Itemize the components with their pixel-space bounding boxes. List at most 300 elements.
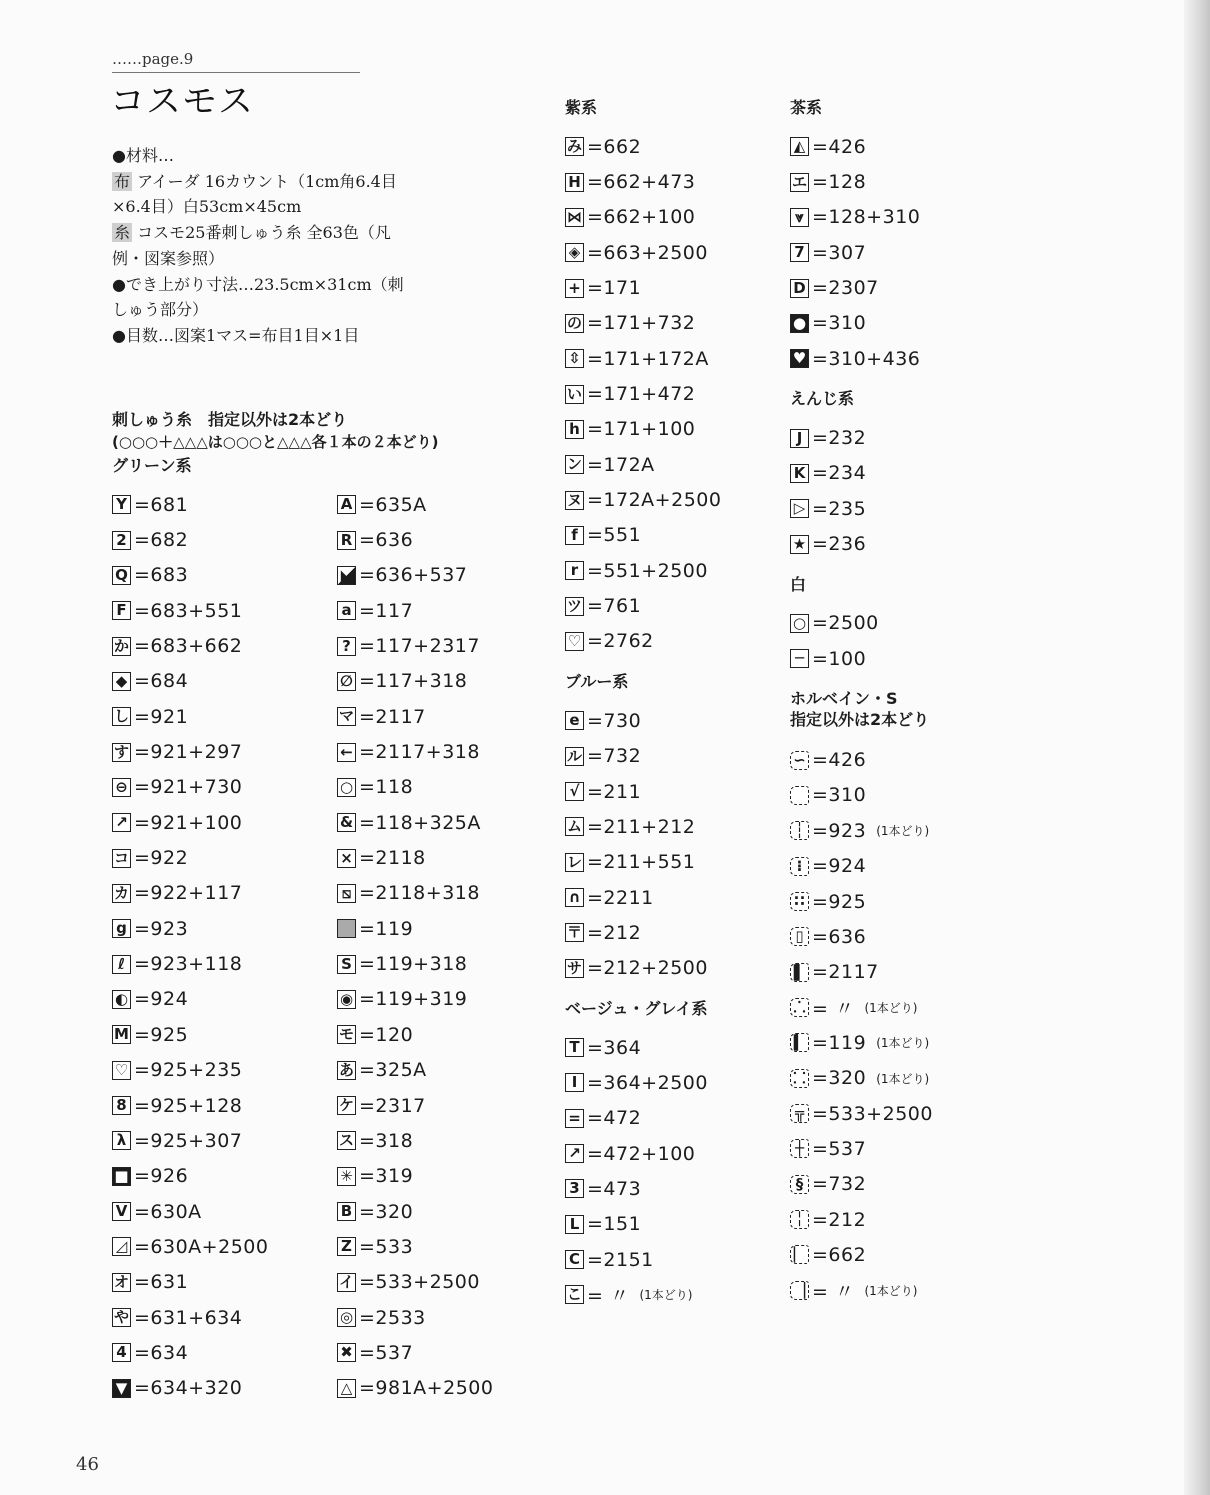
legend-symbol: + <box>565 279 584 298</box>
legend-symbol: ▕ <box>790 1281 809 1300</box>
legend-symbol: H <box>565 173 584 192</box>
legend-item <box>790 641 990 676</box>
legend-symbol: 8 <box>112 1096 131 1115</box>
legend-value: =636 <box>812 925 867 948</box>
legend-value: =100 <box>812 647 867 670</box>
legend-value: =681 <box>134 493 189 516</box>
legend-item <box>337 1088 557 1123</box>
legend-value: =683+551 <box>134 599 243 622</box>
legend-symbol: 〒 <box>566 923 582 942</box>
legend-symbol: ? <box>337 637 356 656</box>
legend-value: =171+172A <box>587 347 709 370</box>
legend-value: =662 <box>587 135 642 158</box>
legend-value: =663+2500 <box>587 241 708 264</box>
legend-item <box>112 770 332 805</box>
legend-value: =922+117 <box>134 882 243 905</box>
enji-list <box>790 420 990 561</box>
legend-value: =172A+2500 <box>587 489 722 512</box>
legend-value: =310+436 <box>812 347 921 370</box>
legend-value: =171+732 <box>587 312 696 335</box>
legend-item <box>565 129 785 164</box>
legend-symbol: ∷ <box>790 892 809 911</box>
legend-item <box>790 526 990 561</box>
legend-value: =923 <box>134 917 189 940</box>
legend-symbol: し <box>113 707 129 726</box>
legend-item <box>790 606 990 641</box>
legend-value: =319 <box>359 1165 414 1188</box>
legend-item <box>565 588 785 623</box>
legend-symbol: ⋈ <box>567 207 582 226</box>
legend-symbol: い <box>566 384 582 403</box>
stitch-count: ●目数…図案1マス=布目1目×1目 <box>112 325 360 345</box>
legend-item <box>565 624 785 659</box>
legend-value: =925+235 <box>134 1059 243 1082</box>
legend-value: =630A+2500 <box>134 1235 269 1258</box>
legend-value: = 〃 <box>812 998 855 1021</box>
legend-value: =364+2500 <box>587 1071 708 1094</box>
legend-symbol: ▍ <box>790 1033 809 1052</box>
embroidery-thread-note <box>112 408 438 454</box>
legend-value: =232 <box>812 427 867 450</box>
legend-value: =2151 <box>587 1248 654 1271</box>
legend-symbol: ◭ <box>790 137 809 156</box>
legend-value: =234 <box>812 462 867 485</box>
legend-value: =212 <box>587 921 642 944</box>
legend-item <box>337 805 557 840</box>
legend-item <box>337 982 557 1017</box>
legend-value: =473 <box>587 1177 642 1200</box>
legend-item <box>112 628 332 663</box>
legend-symbol: ↗ <box>112 813 131 832</box>
legend-value: = 〃 <box>587 1285 630 1308</box>
legend-symbol: み <box>566 137 582 156</box>
legend-item <box>337 1335 557 1370</box>
legend-value: =730 <box>587 709 642 732</box>
legend-value: =662 <box>812 1243 867 1266</box>
section-purple: 紫系 <box>565 98 598 117</box>
legend-item <box>337 1159 557 1194</box>
legend-value: =119 <box>359 917 414 940</box>
legend-symbol: ◣ <box>337 566 356 585</box>
brown-enji-white-holbein-column <box>790 97 990 1308</box>
legend-item <box>790 955 990 990</box>
legend-symbol: イ <box>338 1272 354 1291</box>
legend-symbol: ツ <box>566 596 582 615</box>
legend-item <box>112 664 332 699</box>
legend-item <box>565 915 785 950</box>
legend-value: =120 <box>359 1023 414 1046</box>
legend-value: =2117+318 <box>359 741 480 764</box>
legend-item <box>790 456 990 491</box>
legend-symbol: K <box>790 464 809 483</box>
legend-value: =682 <box>134 529 189 552</box>
spacer <box>565 659 785 671</box>
legend-note: (1本どり) <box>639 1288 693 1303</box>
legend-value: =533+2500 <box>359 1271 480 1294</box>
legend-symbol: D <box>790 279 809 298</box>
legend-item <box>565 482 785 517</box>
legend-symbol: A <box>337 495 356 514</box>
legend-item <box>565 518 785 553</box>
legend-value: =537 <box>812 1137 867 1160</box>
legend-item <box>112 805 332 840</box>
legend-item <box>790 742 990 777</box>
legend-item <box>790 1061 990 1096</box>
legend-symbol: ∅ <box>337 672 356 691</box>
legend-symbol: ┼ <box>790 1139 809 1158</box>
legend-item <box>337 946 557 981</box>
legend-value: =924 <box>134 988 189 1011</box>
legend-item <box>112 876 332 911</box>
legend-item <box>565 951 785 986</box>
legend-value: =171 <box>587 277 642 300</box>
legend-item <box>112 946 332 981</box>
legend-symbol: ♥ <box>790 349 809 368</box>
legend-item <box>112 593 332 628</box>
legend-value: =924 <box>812 855 867 878</box>
legend-symbol: 2 <box>112 531 131 550</box>
legend-symbol: J <box>790 429 809 448</box>
legend-value: =533 <box>359 1235 414 1258</box>
legend-value: =2317 <box>359 1094 426 1117</box>
legend-value: =117+2317 <box>359 635 480 658</box>
legend-symbol: √ <box>565 782 584 801</box>
legend-symbol: ン <box>566 455 582 474</box>
legend-value: =636 <box>359 529 414 552</box>
legend-item <box>565 553 785 588</box>
legend-value: =732 <box>587 745 642 768</box>
legend-item <box>790 1025 990 1060</box>
legend-item <box>565 845 785 880</box>
legend-symbol: ↗ <box>565 1144 584 1163</box>
legend-symbol: ◈ <box>565 243 584 262</box>
legend-value: =117+318 <box>359 670 468 693</box>
legend-symbol: オ <box>113 1272 129 1291</box>
legend-symbol: 7 <box>790 243 809 262</box>
legend-symbol: ● <box>790 314 809 333</box>
legend-item <box>565 809 785 844</box>
legend-value: =923 <box>812 819 867 842</box>
legend-symbol: ◿ <box>112 1237 131 1256</box>
legend-symbol: Z <box>337 1237 356 1256</box>
legend-value: =2762 <box>587 630 654 653</box>
legend-item <box>112 487 332 522</box>
legend-item <box>565 447 785 482</box>
legend-item <box>565 1242 785 1277</box>
legend-symbol: レ <box>566 852 582 871</box>
legend-symbol: ⩔ <box>790 208 809 227</box>
legend-symbol: = <box>565 1109 584 1128</box>
legend-symbol: ─ <box>790 649 809 668</box>
beige-list <box>565 1030 785 1313</box>
legend-value: =325A <box>359 1059 427 1082</box>
purple-blue-beige-column <box>565 97 785 1313</box>
legend-item <box>337 734 557 769</box>
legend-item <box>565 412 785 447</box>
legend-value: =2118 <box>359 847 426 870</box>
legend-item <box>112 1300 332 1335</box>
legend-value: =921 <box>134 705 189 728</box>
legend-value: =732 <box>812 1173 867 1196</box>
legend-symbol: ▌ <box>790 963 809 982</box>
green-list-a <box>112 487 332 1406</box>
legend-item <box>337 593 557 628</box>
legend-item <box>790 341 990 376</box>
legend-symbol: エ <box>791 172 807 191</box>
legend-item <box>565 880 785 915</box>
legend-item <box>337 487 557 522</box>
legend-symbol: △ <box>337 1379 356 1398</box>
legend-item <box>565 739 785 774</box>
legend-item <box>337 522 557 557</box>
legend-item <box>337 1300 557 1335</box>
legend-value: =151 <box>587 1213 642 1236</box>
legend-item <box>790 129 990 164</box>
page-reference: ……page.9 <box>112 50 194 68</box>
legend-item <box>337 699 557 734</box>
section-blue: ブルー系 <box>565 672 629 692</box>
legend-value: =472+100 <box>587 1142 696 1165</box>
legend-symbol: ♡ <box>112 1061 131 1080</box>
legend-value: =171+100 <box>587 418 696 441</box>
legend-symbol: ム <box>566 817 582 836</box>
legend-item <box>112 699 332 734</box>
legend-item <box>565 306 785 341</box>
page-title: コスモス <box>110 82 255 122</box>
legend-item <box>337 1371 557 1406</box>
legend-value: =551 <box>587 524 642 547</box>
legend-item <box>112 1229 332 1264</box>
spacer <box>790 562 990 574</box>
legend-value: =923+118 <box>134 953 243 976</box>
legend-item <box>112 1159 332 1194</box>
legend-item <box>790 270 990 305</box>
legend-symbol: 4 <box>112 1343 131 1362</box>
legend-item <box>790 420 990 455</box>
finished-size: ●でき上がり寸法…23.5cm×31cm（刺しゅう部分） <box>112 274 404 320</box>
legend-item <box>565 1136 785 1171</box>
legend-value: =212 <box>812 1208 867 1231</box>
legend-value: =921+730 <box>134 776 243 799</box>
legend-value: =212+2500 <box>587 957 708 980</box>
legend-item <box>112 1335 332 1370</box>
legend-item <box>112 1017 332 1052</box>
legend-value: =683 <box>134 564 189 587</box>
legend-item <box>790 1237 990 1272</box>
blue-list <box>565 703 785 986</box>
legend-symbol: ル <box>566 746 582 765</box>
legend-value: =128 <box>812 171 867 194</box>
legend-value: =2211 <box>587 886 654 909</box>
legend-item <box>565 703 785 738</box>
legend-symbol: ▷ <box>790 499 809 518</box>
legend-symbol: ← <box>337 743 356 762</box>
legend-symbol: コ <box>113 848 129 867</box>
legend-symbol: Y <box>112 495 131 514</box>
legend-symbol: F <box>112 601 131 620</box>
legend-symbol: ✖ <box>337 1343 356 1362</box>
legend-item <box>112 1265 332 1300</box>
legend-value: =921+100 <box>134 811 243 834</box>
section-enji: えんじ系 <box>790 389 855 409</box>
legend-symbol: の <box>566 313 582 332</box>
legend-symbol: ♡ <box>565 632 584 651</box>
legend-item <box>337 558 557 593</box>
legend-value: =235 <box>812 497 867 520</box>
section-green-spacer <box>337 455 557 477</box>
legend-value: =211+551 <box>587 851 696 874</box>
legend-symbol: ⁝ <box>790 857 809 876</box>
legend-item <box>112 1371 332 1406</box>
legend-value: =662+473 <box>587 171 696 194</box>
legend-item <box>790 1131 990 1166</box>
legend-value: =2307 <box>812 277 879 300</box>
legend-item <box>337 1194 557 1229</box>
legend-item <box>112 1088 332 1123</box>
green-list-b <box>337 487 557 1406</box>
legend-symbol: ◐ <box>112 990 131 1009</box>
legend-item <box>112 1123 332 1158</box>
legend-value: =320 <box>812 1067 867 1090</box>
legend-symbol: ▏ <box>790 1245 809 1264</box>
cloth-tag: 布 <box>114 171 131 191</box>
legend-item <box>337 664 557 699</box>
legend-symbol: R <box>337 531 356 550</box>
legend-value: =634 <box>134 1341 189 1364</box>
legend-value: =318 <box>359 1129 414 1152</box>
spacer <box>790 376 990 388</box>
legend-item <box>565 1065 785 1100</box>
legend-item <box>337 840 557 875</box>
legend-item <box>790 849 990 884</box>
legend-value: =117 <box>359 599 414 622</box>
legend-item <box>112 840 332 875</box>
legend-item <box>337 1017 557 1052</box>
legend-symbol: サ <box>566 958 582 977</box>
legend-symbol: r <box>565 561 584 580</box>
legend-item <box>112 558 332 593</box>
legend-symbol: × <box>337 849 356 868</box>
legend-symbol: I <box>565 1073 584 1092</box>
legend-item <box>790 884 990 919</box>
legend-symbol: す <box>113 742 129 761</box>
legend-symbol: ╦ <box>790 1104 809 1123</box>
legend-value: =925+128 <box>134 1094 243 1117</box>
thread-text: コスモ25番刺しゅう糸 全63色（凡例・図案参照） <box>112 223 391 268</box>
legend-note: (1本どり) <box>876 824 930 839</box>
legend-symbol: M <box>112 1025 131 1044</box>
legend-value: =922 <box>134 847 189 870</box>
legend-value: =925 <box>134 1023 189 1046</box>
legend-item <box>112 734 332 769</box>
legend-symbol: Q <box>112 566 131 585</box>
legend-symbol: ヌ <box>566 490 582 509</box>
spacer <box>565 986 785 998</box>
legend-symbol: V <box>112 1202 131 1221</box>
legend-symbol: ╎ <box>790 1210 809 1229</box>
page-reference-rule <box>112 72 360 73</box>
legend-note: (1本どり) <box>876 1036 930 1051</box>
legend-symbol: ⸫ <box>790 998 809 1017</box>
legend-symbol: ○ <box>790 614 809 633</box>
legend-value: =172A <box>587 453 655 476</box>
legend-item <box>112 1194 332 1229</box>
legend-value: =925+307 <box>134 1129 243 1152</box>
legend-item <box>565 235 785 270</box>
legend-value: =537 <box>359 1341 414 1364</box>
legend-value: =118+325A <box>359 811 481 834</box>
section-white: 白 <box>790 574 807 594</box>
purple-list <box>565 129 785 659</box>
legend-value: =921+297 <box>134 741 243 764</box>
legend-value: =310 <box>812 784 867 807</box>
legend-symbol: ■ <box>112 1167 131 1186</box>
legend-item <box>337 1265 557 1300</box>
legend-symbol: ◆ <box>112 672 131 691</box>
legend-value: =662+100 <box>587 206 696 229</box>
legend-symbol: ◉ <box>337 990 356 1009</box>
legend-item <box>790 919 990 954</box>
legend-value: =118 <box>359 776 414 799</box>
legend-item <box>790 1273 990 1308</box>
legend-note: (1本どり) <box>864 1001 918 1016</box>
legend-value: =211 <box>587 780 642 803</box>
legend-item <box>790 491 990 526</box>
legend-value: =2118+318 <box>359 882 480 905</box>
cloth-line <box>112 169 412 220</box>
legend-note: (1本どり) <box>864 1283 918 1298</box>
section-green: グリーン系 <box>112 456 192 475</box>
legend-item <box>337 1229 557 1264</box>
legend-item <box>337 628 557 663</box>
legend-symbol: B <box>337 1202 356 1221</box>
legend-item <box>565 1277 785 1312</box>
legend-value: =533+2500 <box>812 1102 933 1125</box>
legend-value: =634+320 <box>134 1377 243 1400</box>
legend-value: =119+319 <box>359 988 468 1011</box>
legend-symbol: a <box>337 601 356 620</box>
legend-symbol: か <box>113 636 129 655</box>
legend-symbol: T <box>565 1038 584 1057</box>
legend-item <box>112 911 332 946</box>
legend-item <box>337 770 557 805</box>
legend-value: =426 <box>812 135 867 158</box>
legend-value: =981A+2500 <box>359 1377 494 1400</box>
legend-symbol: L <box>565 1215 584 1234</box>
legend-value: =2533 <box>359 1306 426 1329</box>
thread-tag: 糸 <box>114 223 131 243</box>
legend-item <box>112 1053 332 1088</box>
legend-symbol: ◎ <box>337 1308 356 1327</box>
legend-symbol: S <box>337 955 356 974</box>
cloth-text: アイーダ 16カウント（1cm角6.4目×6.4目）白53cm×45cm <box>112 171 397 217</box>
legend-value: =631 <box>134 1271 189 1294</box>
page-number: 46 <box>76 1454 99 1475</box>
legend-item <box>790 778 990 813</box>
legend-value: =119 <box>812 1031 867 1054</box>
legend-item <box>565 1207 785 1242</box>
section-brown: 茶系 <box>790 98 823 117</box>
legend-symbol: e <box>565 711 584 730</box>
legend-value: =236 <box>812 533 867 556</box>
thread-line <box>112 220 412 271</box>
legend-symbol: ⧅ <box>337 884 356 903</box>
legend-item <box>565 164 785 199</box>
legend-value: =2500 <box>812 612 879 635</box>
legend-value: = 〃 <box>812 1280 855 1303</box>
legend-symbol: g <box>112 919 131 938</box>
legend-symbol: ∩ <box>565 888 584 907</box>
